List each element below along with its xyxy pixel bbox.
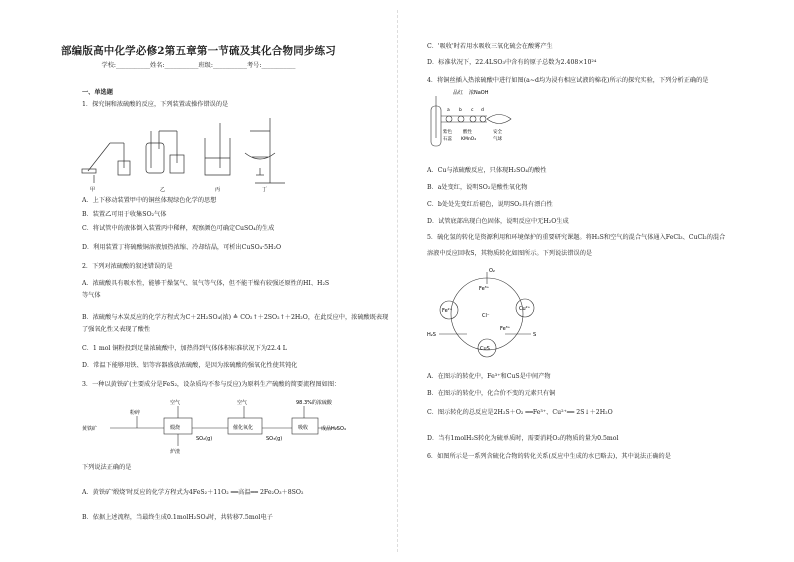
q5-label-s: S	[533, 332, 537, 338]
q4-label-litmus: 石蕊	[443, 137, 452, 142]
q4-apparatus-figure	[427, 88, 527, 154]
q5-option-d: D．当有1molH₂S转化为硫单质时，需要消耗O₂的物质的量为0.5mol	[427, 435, 619, 442]
q4-label-c: c	[471, 108, 474, 113]
q4-stem: 4．将铜丝插入热浓硫酸中进行如图(a~d均为浸有相应试液的棉花)所示的探究实验，下列分析正确的是	[427, 77, 709, 84]
q2-option-a-line1: A．浓硫酸具有吸水性，能够干燥氢气、氧气等气体，但不能干燥有较强还原性的HI、H₂S	[82, 280, 330, 287]
q1-label-a: 甲	[90, 187, 96, 193]
q5-option-c: C．图示转化的总反应是2H₂S＋O₂ ══Fe³⁺、Cu²⁺══ 2S↓＋2H₂O	[427, 409, 613, 416]
q3-option-d: D．标准状况下，22.4LSO₃中含有的原子总数为2.408×10²⁴	[427, 59, 597, 66]
q5-label-h2s: H₂S	[427, 332, 436, 338]
q1-option-c: C．将试管中的液体倒入装置丙中稀释，观察颜色可确定CuSO₄的生成	[82, 225, 275, 232]
right-page	[397, 0, 794, 562]
q3-flow-air1: 空气	[170, 400, 181, 406]
q1-option-a: A．上下移动装置甲中的铜丝体现绿色化学的思想	[82, 197, 217, 204]
q4-label-kmno4: KMnO₄	[461, 137, 477, 142]
q5-option-b: B．在图示的转化中，化合价不变的元素只有铜	[427, 390, 556, 397]
q5-label-cus: CuS	[480, 346, 490, 352]
q3-flow-air2: 空气	[237, 400, 248, 406]
q4-option-b: B．a处变红，说明SO₂是酸性氧化物	[427, 184, 528, 191]
q2-option-d: D．常温下能够用铁、铝等容器盛放浓硫酸，是因为浓硫酸的强氧化性使其钝化	[82, 362, 298, 369]
q3-after-text: 下列说法正确的是	[82, 464, 132, 471]
q2-stem: 2．下列对浓硫酸的叙述错误的是	[82, 263, 173, 270]
q4-label-b: b	[459, 108, 462, 113]
q3-stem: 3．一种以黄铁矿(主要成分是FeS₂，设杂质均不参与反应)为原料生产硫酸的简要流程图如图：	[82, 381, 341, 388]
q4-label-a: a	[447, 108, 450, 113]
q1-label-b: 乙	[160, 187, 166, 193]
q5-label-fe3-top: Fe³⁺	[479, 286, 490, 292]
q3-flow-box2: 催化氧化	[233, 425, 254, 431]
q4-label-d: d	[481, 108, 484, 113]
q3-flow-box1: 煅烧	[170, 425, 181, 431]
q5-label-fe2: Fe²⁺	[442, 308, 453, 314]
q1-option-d: D．利用装置丁将硫酸铜溶液加热浓缩、冷却结晶，可析出CuSO₄·5H₂O	[82, 244, 282, 251]
q1-label-c: 丙	[215, 187, 221, 193]
q4-label-acidic: 酸性	[463, 130, 472, 135]
q5-stem-line2: 溶液中反应回收S，其物质转化如图所示。下列说法错误的是	[427, 250, 593, 257]
q6-stem: 6．如图所示是一系列含硫化合物的转化关系(反应中生成的水已略去)，其中说法正确的是	[427, 453, 671, 460]
q3-flow-chart	[82, 396, 352, 458]
q1-option-b: B．装置乙可用于收集SO₂气体	[82, 211, 167, 218]
q2-option-c: C．1 mol 铜粉投到足量浓硫酸中，加热得到气体体积标准状况下为22.4 L	[82, 345, 287, 352]
q5-label-cu2: Cu²⁺	[519, 306, 531, 312]
q4-label-purple: 紫色	[443, 130, 452, 135]
student-info-line: 学校:___________姓名:___________班级:___________考号:___________	[101, 62, 296, 69]
q1-apparatus-figure	[80, 113, 290, 193]
q5-cycle-diagram	[427, 262, 547, 360]
q5-stem-line1: 5．硫化氢的转化是资源利用和环境保护的重要研究课题。将H₂S和空气的混合气体通入FeCl₃、CuCl₂的混合	[427, 234, 726, 241]
q3-flow-so3: SO₃(g)	[266, 436, 283, 442]
q3-flow-grind: 粉碎	[130, 410, 141, 416]
q2-option-b-line1: B．浓硫酸与木炭反应的化学方程式为C＋2H₂SO₄(浓) ≜ CO₂↑＋2SO₂↑＋2H₂O，在此反应中，浓硫酸既表现	[82, 314, 389, 321]
q4-label-balloon: 气球	[493, 137, 502, 142]
q4-label-safety: 安全	[493, 130, 502, 135]
q5-label-fe3-bottom: Fe³⁺	[500, 326, 511, 332]
q4-option-c: C．b处处先变红后褪色，说明SO₂具有漂白性	[427, 201, 553, 208]
q3-flow-so2: SO₂(g)	[196, 436, 213, 442]
q3-option-b: B．依据上述流程，当最终生成0.1molH₂SO₄时，共转移7.5mol电子	[82, 514, 273, 521]
q3-option-c: C．'吸收'时若用水吸收三氧化硫会在酸雾产生	[427, 43, 553, 50]
q3-flow-product: 成品H₂SO₄	[321, 426, 346, 432]
q3-flow-acid: 98.3%的浓硫酸	[296, 400, 332, 406]
q3-option-a: A．黄铁矿'煅烧'时反应的化学方程式为4FeS₂＋11O₂ ══高温══ 2Fe₂O₃＋8SO₂	[82, 489, 304, 496]
q5-label-o2: O₂	[489, 268, 495, 274]
q1-label-d: 丁	[262, 187, 268, 193]
page-title: 部编版高中化学必修2第五章第一节硫及其化合物同步练习	[60, 45, 336, 57]
q5-option-a: A．在图示的转化中，Fe³⁺和CuS是中间产物	[427, 373, 551, 380]
q3-flow-slag: 炉渣	[170, 449, 181, 455]
q2-option-b-line2: 了强氧化性又表现了酸性	[82, 326, 151, 333]
q2-option-a-line2: 等气体	[82, 292, 101, 299]
q1-stem: 1．探究铜和浓硫酸的反应，下列装置或操作错误的是	[82, 101, 229, 108]
q3-flow-ore: 黄铁矿	[82, 426, 98, 432]
q4-option-d: D．试管底部出现白色固体，说明反应中无H₂O生成	[427, 218, 569, 225]
q3-flow-box3: 吸收	[298, 425, 309, 431]
q4-label-pinhong: 品红	[453, 90, 464, 96]
q4-label-naoh: 浓NaOH	[469, 90, 489, 96]
q5-label-cl: Cl⁻	[482, 313, 490, 319]
q4-option-a: A．Cu与浓硫酸反应，只体现H₂SO₄的酸性	[427, 167, 547, 174]
section-heading: 一、单选题	[82, 89, 113, 96]
